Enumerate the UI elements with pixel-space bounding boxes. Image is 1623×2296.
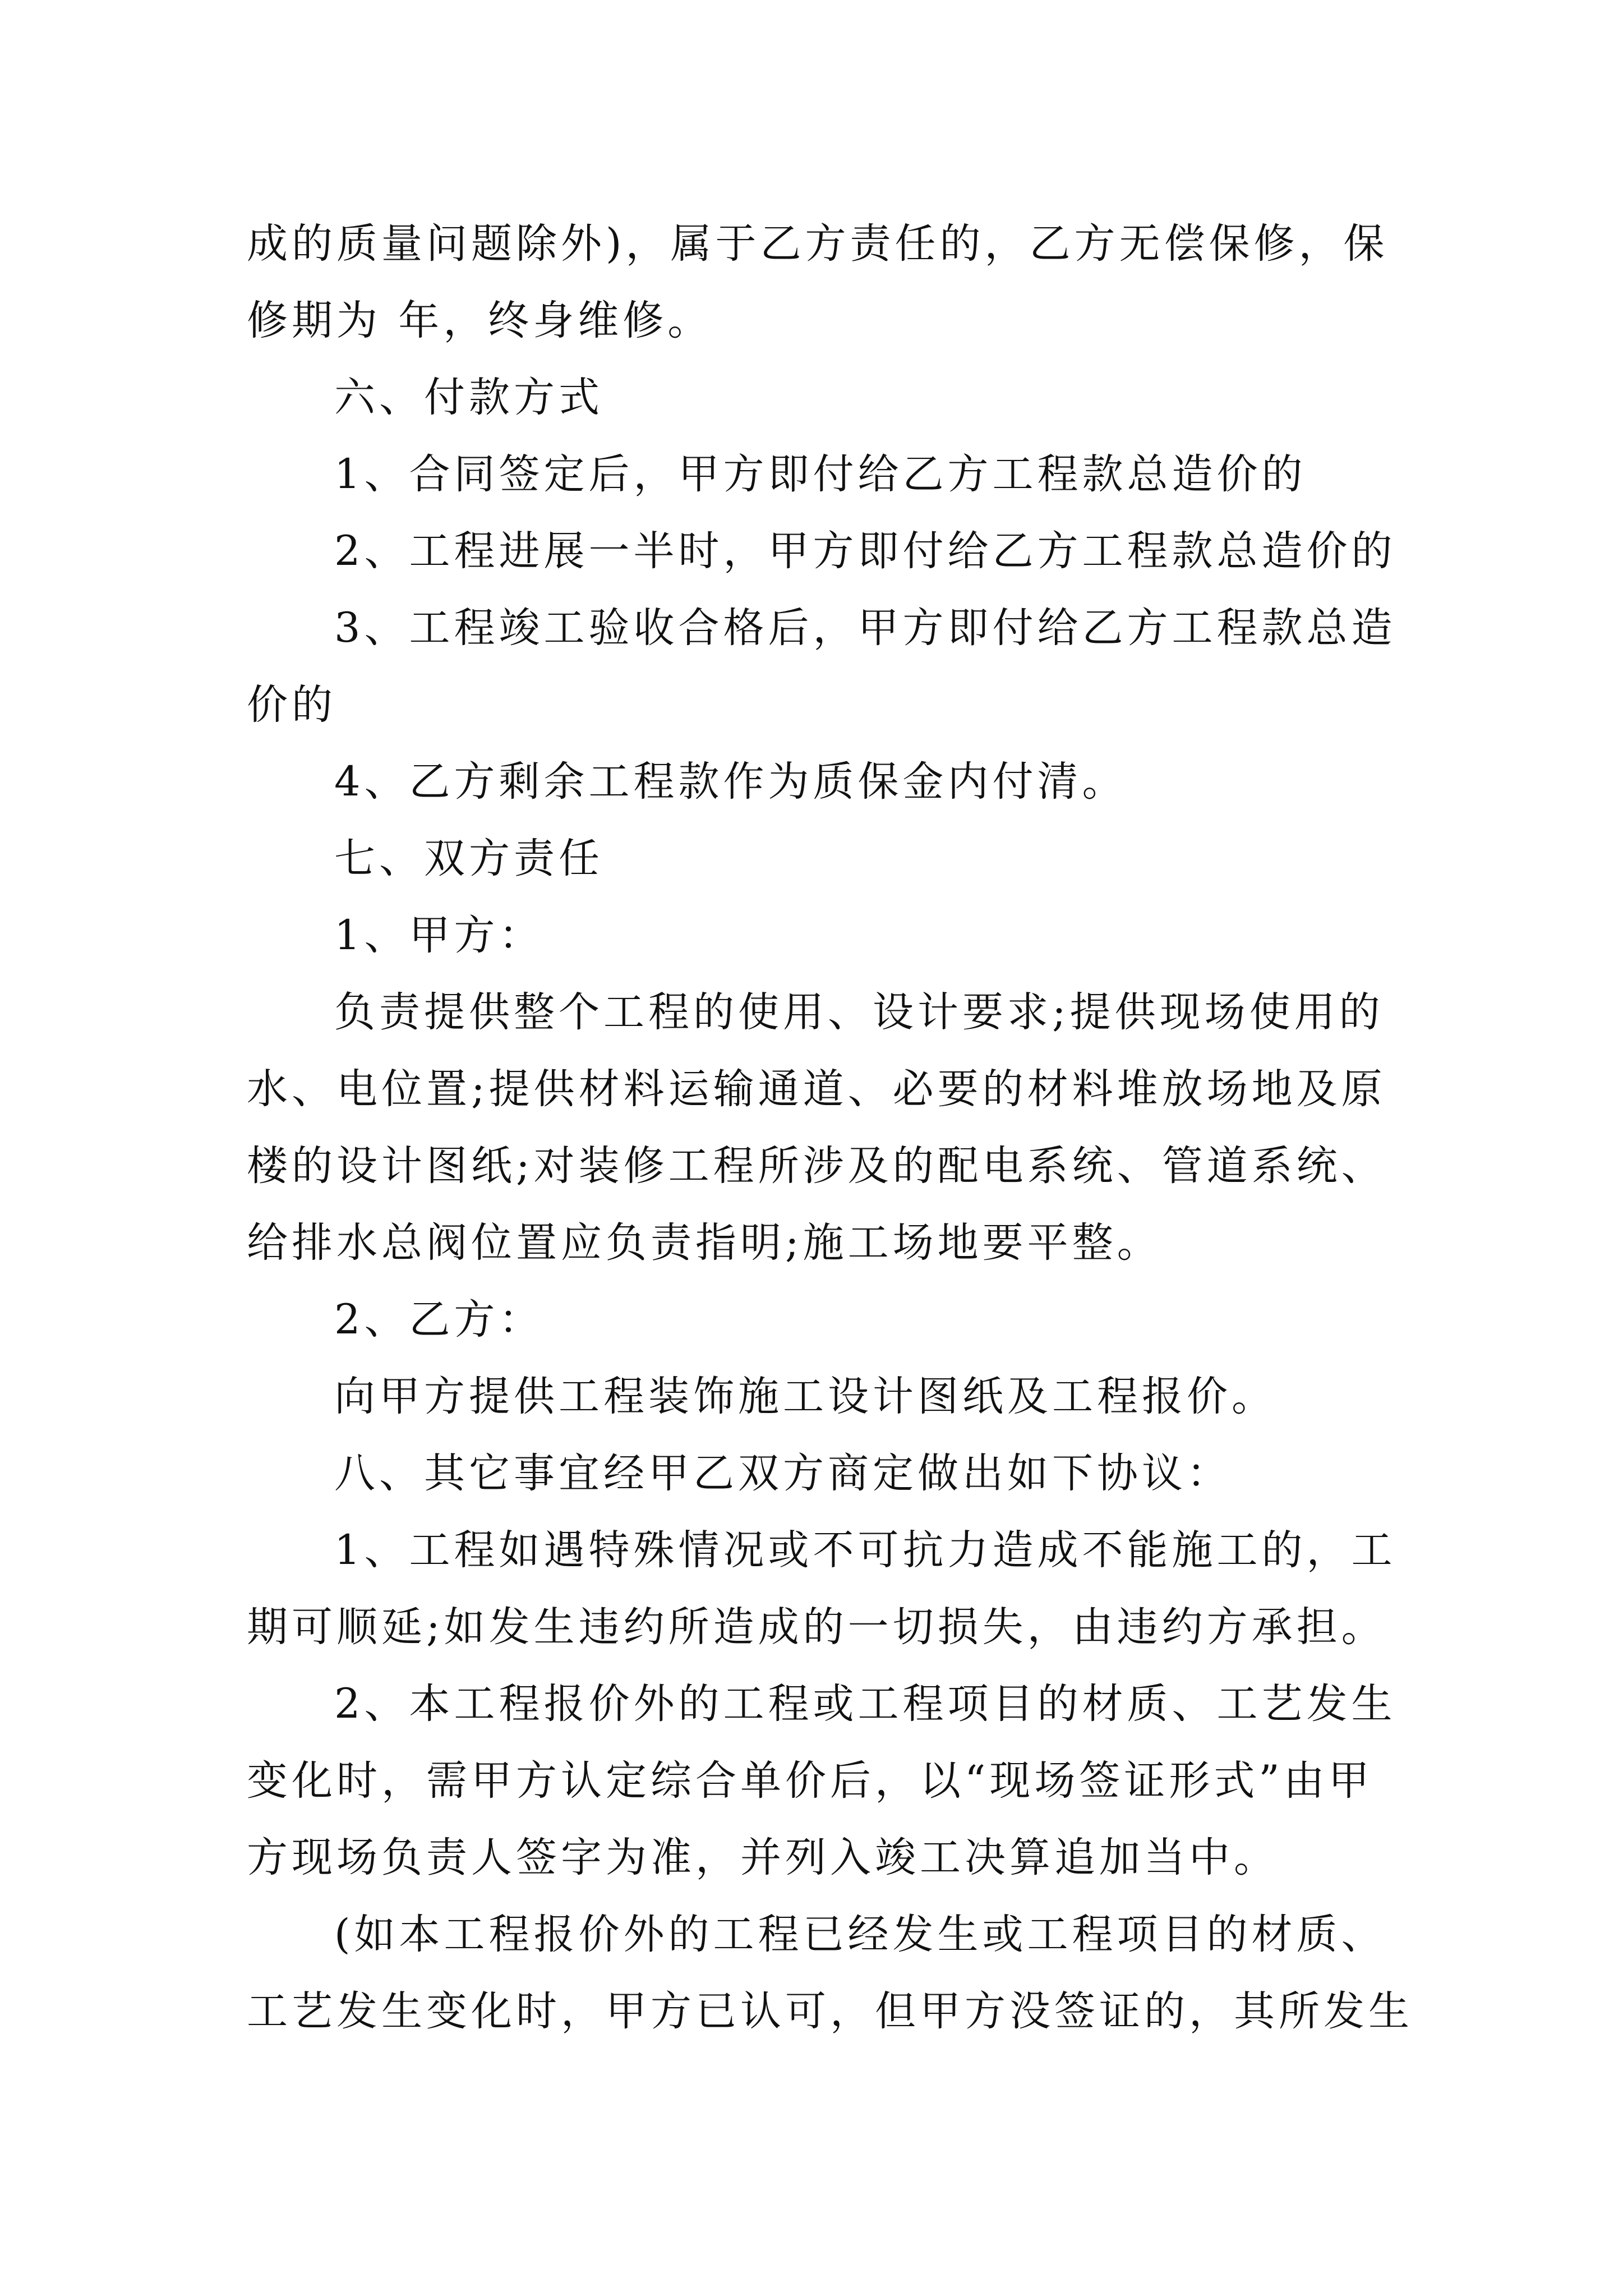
text-line: 1、甲方：	[334, 912, 544, 959]
section-heading: 七、双方责任	[334, 835, 603, 882]
text-line: 楼的设计图纸;对装修工程所涉及的配电系统、管道系统、	[247, 1142, 1386, 1190]
text-line: 3、工程竣工验收合格后，甲方即付给乙方工程款总造	[334, 604, 1396, 652]
text-line: 工艺发生变化时，甲方已认可，但甲方没签证的，其所发生	[247, 1987, 1413, 2035]
text-line: 给排水总阀位置应负责指明;施工场地要平整。	[247, 1219, 1162, 1267]
text-line: 期可顺延;如发生违约所造成的一切损失，由违约方承担。	[247, 1603, 1386, 1651]
section-heading: 八、其它事宜经甲乙双方商定做出如下协议：	[334, 1450, 1232, 1497]
text-line: 价的	[247, 681, 336, 729]
text-line: 2、乙方：	[334, 1296, 544, 1343]
section-heading: 六、付款方式	[334, 374, 603, 421]
text-line: 向甲方提供工程装饰施工设计图纸及工程报价。	[334, 1373, 1276, 1420]
text-line: 2、本工程报价外的工程或工程项目的材质、工艺发生	[334, 1680, 1396, 1728]
text-line: 1、工程如遇特殊情况或不可抗力造成不能施工的，工	[334, 1526, 1396, 1574]
text-line: 负责提供整个工程的使用、设计要求;提供现场使用的	[334, 988, 1384, 1036]
text-line: 成的质量问题除外)，属于乙方责任的，乙方无偿保修，保	[247, 220, 1389, 268]
text-line: 2、工程进展一半时，甲方即付给乙方工程款总造价的	[334, 527, 1396, 575]
text-line: 方现场负责人签字为准，并列入竣工决算追加当中。	[247, 1834, 1279, 1881]
text-line: 4、乙方剩余工程款作为质保金内付清。	[334, 758, 1127, 806]
text-line: 1、合同签定后，甲方即付给乙方工程款总造价的	[334, 450, 1307, 498]
text-line: 水、电位置;提供材料运输通道、必要的材料堆放场地及原	[247, 1065, 1386, 1113]
text-line: 修期为 年，终身维修。	[247, 297, 713, 344]
text-line: 变化时，需甲方认定综合单价后，以“现场签证形式”由甲	[247, 1757, 1373, 1805]
text-line: (如本工程报价外的工程已经发生或工程项目的材质、	[334, 1911, 1386, 1958]
